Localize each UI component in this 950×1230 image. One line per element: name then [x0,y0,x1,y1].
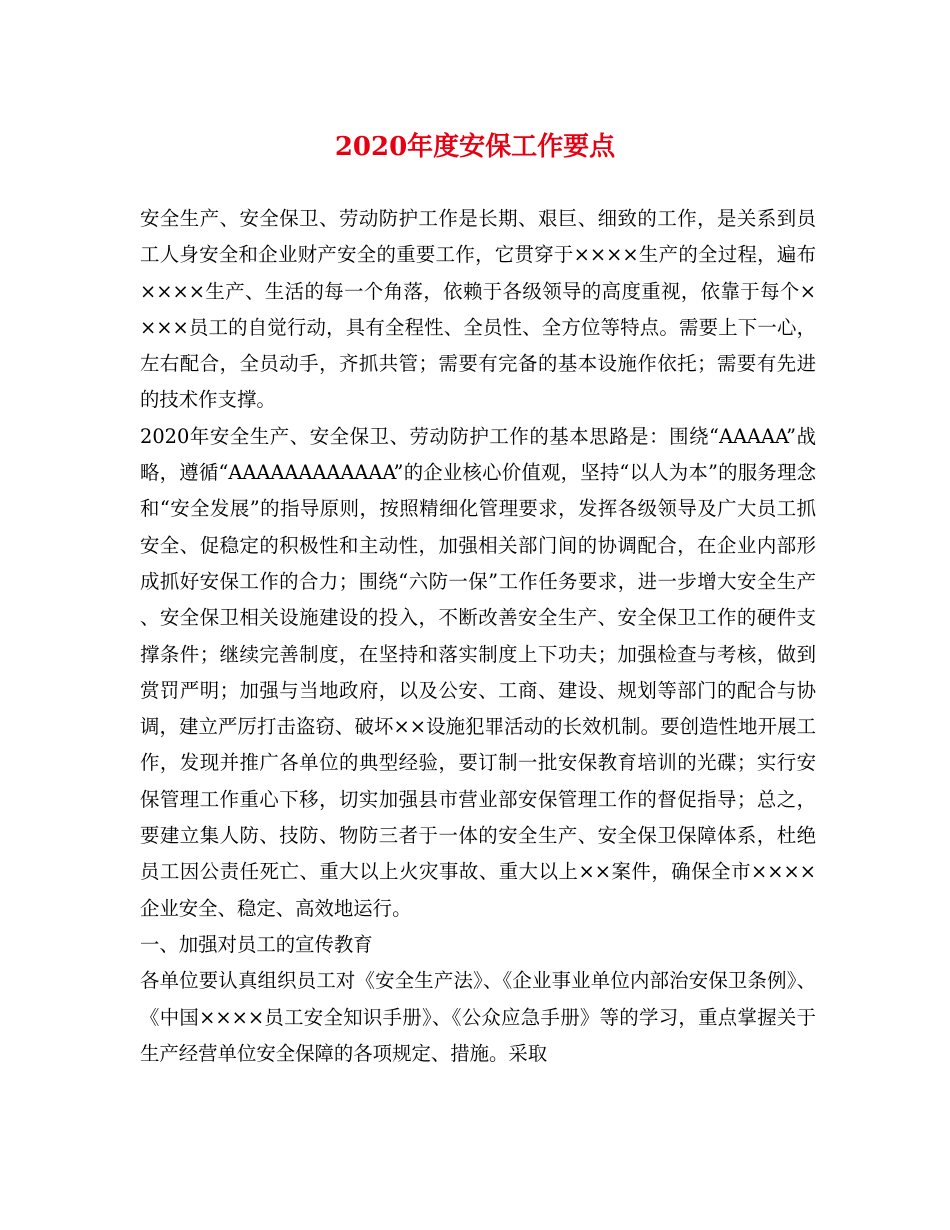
document-body [140,201,816,1072]
paragraph-basic-approach: 2020年安全生产、安全保卫、劳动防护工作的基本思路是：围绕“AAAAA”战略，遵循“AAAAAAAAAAAA”的企业核心价值观，坚持“以人为本”的服务理念和“安全发展”的指导原则，按照精细化管理要求，发挥各级领导及广大员工抓安全、促稳定的积极性和主动性，加强相关部门间的协调配合，在企业内部形成抓好安保工作的合力；围绕“六防一保”工作任务要求，进一步增大安全生产、安全保卫相关设施建设的投入，不断改善安全生产、安全保卫工作的硬件支撑条件；继续完善制度，在坚持和落实制度上下功夫；加强检查与考核，做到赏罚严明；加强与当地政府，以及公安、工商、建设、规划等部门的配合与协调，建立严厉打击盗窃、破坏××设施犯罪活动的长效机制。要创造性地开展工作，发现并推广各单位的典型经验，要订制一批安保教育培训的光碟；实行安保管理工作重心下移，切实加强县市营业部安保管理工作的督促指导；总之，要建立集人防、技防、物防三者于一体的安全生产、安全保卫保障体系，杜绝员工因公责任死亡、重大以上火灾事故、重大以上××案件，确保全市××××企业安全、稳定、高效地运行。 [140,424,816,920]
paragraph-section-1: 各单位要认真组织员工对《安全生产法》、《企业事业单位内部治安保卫条例》、《中国××××员工安全知识手册》、《公众应急手册》等的学习，重点掌握关于生产经营单位安全保障的各项规定、措施。采取 [140,969,816,1065]
paragraph-intro: 安全生产、安全保卫、劳动防护工作是长期、艰巨、细致的工作，是关系到员工人身安全和企业财产安全的重要工作，它贯穿于××××生产的全过程，遍布××××生产、生活的每一个角落，依赖于各级领导的高度重视，依靠于每个××××员工的自觉行动，具有全程性、全员性、全方位等特点。需要上下一心，左右配合，全员动手，齐抓共管；需要有完备的基本设施作依托；需要有先进的技术作支撑。 [140,207,816,412]
document-title: 2020年度安保工作要点 [334,132,616,162]
section-heading-1: 一、加强对员工的宣传教育 [140,932,373,956]
